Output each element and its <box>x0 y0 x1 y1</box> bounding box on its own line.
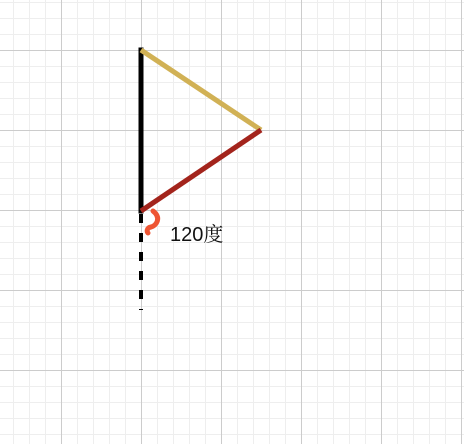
angle-arc <box>147 211 157 233</box>
upper-slanted-segment <box>141 50 261 130</box>
angle-label: 120度 <box>170 224 224 246</box>
lower-slanted-segment <box>141 130 261 211</box>
